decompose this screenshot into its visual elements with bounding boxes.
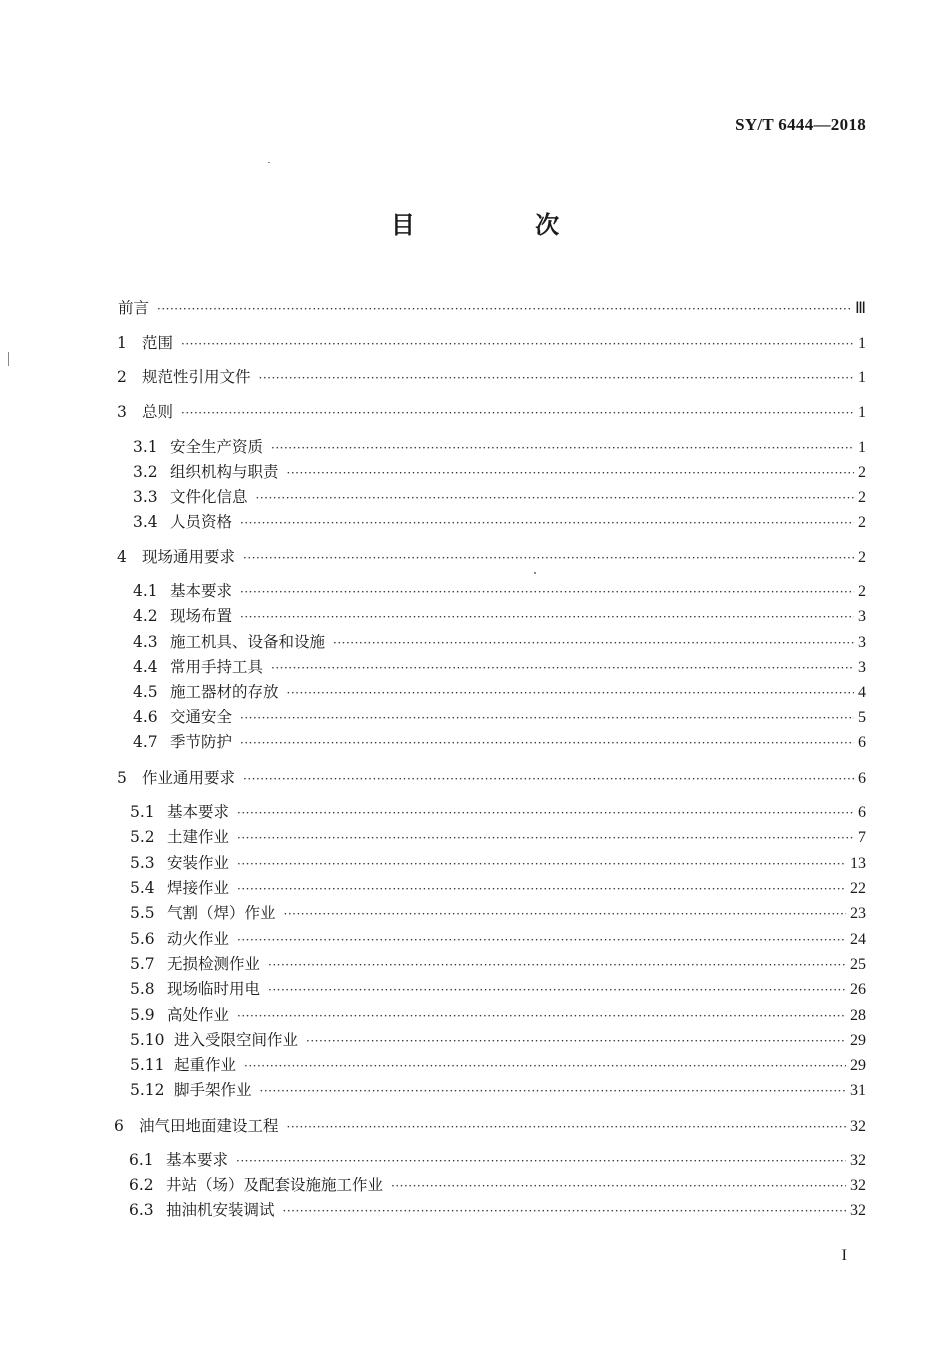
toc-entry[interactable]: [129, 1200, 866, 1221]
toc-section-number: 4.3: [133, 633, 158, 651]
toc-entry[interactable]: [133, 732, 866, 753]
toc-section-number: 5.6: [130, 930, 155, 948]
toc-section-title: 起重作业: [174, 1056, 237, 1074]
toc-page-number: 1: [858, 439, 866, 456]
toc-section-number: 3.1: [133, 438, 158, 456]
toc-section-number: 2: [117, 368, 127, 386]
toc-entry[interactable]: [117, 333, 866, 354]
toc-entry[interactable]: [117, 402, 866, 423]
toc-entry[interactable]: [117, 547, 866, 568]
toc-entry[interactable]: [118, 298, 866, 319]
toc-leader-dots: [237, 803, 854, 823]
toc-section-title: 规范性引用文件: [142, 368, 251, 386]
toc-entry[interactable]: [133, 581, 866, 602]
toc-page-number: 4: [858, 684, 866, 701]
toc-section-title: 总则: [142, 403, 174, 421]
toc-section-number: 5: [117, 769, 127, 787]
toc-page-number: 2: [858, 549, 866, 566]
toc-section-title: 抽油机安装调试: [166, 1201, 275, 1219]
toc-leader-dots: [260, 1081, 846, 1101]
toc-entry[interactable]: [133, 707, 866, 728]
scan-dot: [534, 572, 536, 574]
toc-section-number: 5.7: [130, 955, 155, 973]
toc-leader-dots: [236, 1151, 846, 1171]
toc-section-number: 4.1: [133, 582, 158, 600]
toc-section-number: 5.8: [130, 980, 155, 998]
toc-section-title: 油气田地面建设工程: [139, 1117, 279, 1135]
toc-leader-dots: [240, 733, 854, 753]
toc-section-number: 3.3: [133, 488, 158, 506]
toc-section-number: 5.10: [130, 1031, 165, 1049]
toc-page-number: 23: [850, 905, 866, 922]
toc-section-title: 交通安全: [170, 708, 233, 726]
toc-entry[interactable]: [129, 1175, 866, 1196]
toc-page-number: Ⅲ: [854, 300, 866, 317]
toc-leader-dots: [256, 488, 854, 508]
toc-section-number: 3.2: [133, 463, 158, 481]
toc-section-title: 气割（焊）作业: [167, 904, 276, 922]
toc-page-number: 6: [858, 770, 866, 787]
toc-page-number: 28: [850, 1007, 866, 1024]
toc-leader-dots: [333, 633, 854, 653]
toc-leader-dots: [268, 955, 846, 975]
page-title: 目 次: [390, 211, 616, 239]
toc-page-number: 25: [850, 956, 866, 973]
toc-section-number: 5.4: [130, 879, 155, 897]
toc-leader-dots: [287, 463, 854, 483]
toc-entry[interactable]: [130, 853, 866, 874]
toc-leader-dots: [306, 1031, 846, 1051]
toc-section-title: 人员资格: [170, 513, 233, 531]
toc-section-title: 基本要求: [167, 803, 230, 821]
toc-entry[interactable]: [130, 1005, 866, 1026]
toc-entry[interactable]: [133, 437, 866, 458]
toc-leader-dots: [237, 1006, 846, 1026]
toc-entry[interactable]: [133, 487, 866, 508]
toc-leader-dots: [391, 1176, 846, 1196]
toc-leader-dots: [271, 438, 854, 458]
toc-page-number: 1: [858, 335, 866, 352]
toc-section-title: 动火作业: [167, 930, 230, 948]
toc-section-title: 季节防护: [170, 733, 233, 751]
toc-section-number: 5.12: [130, 1081, 165, 1099]
toc-page-number: 6: [858, 734, 866, 751]
toc-entry[interactable]: [133, 606, 866, 627]
toc-leader-dots: [240, 708, 854, 728]
toc-leader-dots: [243, 769, 854, 789]
toc-leader-dots: [284, 904, 846, 924]
toc-page-number: 2: [858, 464, 866, 481]
toc-entry[interactable]: [130, 929, 866, 950]
toc-entry[interactable]: [133, 462, 866, 483]
toc-section-number: 5.5: [130, 904, 155, 922]
toc-entry[interactable]: [130, 827, 866, 848]
toc-page-number: 31: [850, 1082, 866, 1099]
toc-entry[interactable]: [130, 878, 866, 899]
toc-section-number: 5.9: [130, 1006, 155, 1024]
toc-entry[interactable]: [130, 903, 866, 924]
page-number: I: [841, 1247, 847, 1264]
toc-leader-dots: [283, 1201, 846, 1221]
toc-section-title: 焊接作业: [167, 879, 230, 897]
toc-page-number: 32: [850, 1202, 866, 1219]
toc-page-number: 26: [850, 981, 866, 998]
toc-entry[interactable]: [133, 682, 866, 703]
toc-section-title: 井站（场）及配套设施施工作业: [166, 1176, 384, 1194]
toc-page-number: 2: [858, 514, 866, 531]
toc-leader-dots: [268, 980, 846, 1000]
toc-section-number: 1: [117, 334, 127, 352]
toc-page-number: 29: [850, 1057, 866, 1074]
toc-entry[interactable]: [133, 632, 866, 653]
toc-section-title: 高处作业: [167, 1006, 230, 1024]
toc-section-number: 3: [117, 403, 127, 421]
toc-section-title: 基本要求: [166, 1151, 229, 1169]
toc-leader-dots: [240, 607, 854, 627]
toc-leader-dots: [237, 930, 846, 950]
toc-page-number: 3: [858, 608, 866, 625]
toc-section-title: 施工机具、设备和设施: [170, 633, 326, 651]
toc-page-number: 5: [858, 709, 866, 726]
toc-leader-dots: [287, 683, 854, 703]
toc-page-number: 32: [850, 1177, 866, 1194]
toc-entry[interactable]: [117, 367, 866, 388]
toc-section-title: 前言: [118, 299, 150, 317]
toc-section-title: 组织机构与职责: [170, 463, 279, 481]
toc-entry[interactable]: [130, 1055, 866, 1076]
toc-leader-dots: [287, 1117, 846, 1137]
toc-leader-dots: [237, 879, 846, 899]
toc-leader-dots: [259, 368, 854, 388]
toc-section-title: 安全生产资质: [170, 438, 264, 456]
toc-section-number: 3.4: [133, 513, 158, 531]
toc-section-number: 5.1: [130, 803, 155, 821]
toc-section-number: 6.3: [129, 1201, 154, 1219]
toc-section-title: 进入受限空间作业: [174, 1031, 299, 1049]
toc-leader-dots: [244, 1056, 846, 1076]
toc-leader-dots: [240, 582, 854, 602]
toc-entry[interactable]: [130, 802, 866, 823]
toc-page-number: 29: [850, 1032, 866, 1049]
standard-code: SY/T 6444—2018: [735, 115, 866, 134]
toc-page-number: 3: [858, 634, 866, 651]
toc-leader-dots: [181, 403, 854, 423]
toc-section-number: 4.7: [133, 733, 158, 751]
toc-entry[interactable]: [130, 1030, 866, 1051]
toc-leader-dots: [237, 828, 854, 848]
toc-page-number: 32: [850, 1118, 866, 1135]
toc-section-number: 4.6: [133, 708, 158, 726]
toc-section-number: 4: [117, 548, 127, 566]
toc-section-title: 作业通用要求: [142, 769, 236, 787]
toc-page-number: 2: [858, 583, 866, 600]
toc-section-title: 文件化信息: [170, 488, 248, 506]
toc-entry[interactable]: [133, 657, 866, 678]
toc-leader-dots: [271, 658, 854, 678]
toc-entry[interactable]: [130, 954, 866, 975]
toc-page-number: 13: [850, 855, 866, 872]
toc-page-number: 6: [858, 804, 866, 821]
scan-dot: [268, 162, 270, 163]
toc-section-number: 6.2: [129, 1176, 154, 1194]
scan-mark: [8, 352, 9, 366]
toc-section-number: 4.2: [133, 607, 158, 625]
toc-section-title: 施工器材的存放: [170, 683, 279, 701]
toc-entry[interactable]: [117, 768, 866, 789]
toc-leader-dots: [237, 854, 846, 874]
toc-section-number: 5.11: [130, 1056, 165, 1074]
toc-section-number: 5.3: [130, 854, 155, 872]
toc-entry[interactable]: [130, 979, 866, 1000]
toc-page-number: 24: [850, 931, 866, 948]
toc-entry[interactable]: [133, 512, 866, 533]
toc-page-number: 22: [850, 880, 866, 897]
toc-section-title: 无损检测作业: [167, 955, 261, 973]
toc-leader-dots: [181, 334, 854, 354]
toc-section-title: 安装作业: [167, 854, 230, 872]
toc-section-number: 4.5: [133, 683, 158, 701]
toc-section-title: 常用手持工具: [170, 658, 264, 676]
toc-leader-dots: [240, 513, 854, 533]
toc-section-title: 现场布置: [170, 607, 233, 625]
toc-entry[interactable]: [129, 1150, 866, 1171]
toc-section-title: 范围: [142, 334, 174, 352]
toc-section-title: 土建作业: [167, 828, 230, 846]
toc-page-number: 2: [858, 489, 866, 506]
toc-page-number: 32: [850, 1152, 866, 1169]
toc-leader-dots: [243, 548, 854, 568]
toc-page-number: 7: [858, 829, 866, 846]
toc-page-number: 1: [858, 404, 866, 421]
toc-section-title: 脚手架作业: [174, 1081, 252, 1099]
toc-section-title: 现场通用要求: [142, 548, 236, 566]
toc-section-number: 6: [114, 1117, 124, 1135]
toc-page-number: 3: [858, 659, 866, 676]
toc-entry[interactable]: [130, 1080, 866, 1101]
toc-page-number: 1: [858, 369, 866, 386]
toc-section-number: 5.2: [130, 828, 155, 846]
toc-section-title: 现场临时用电: [167, 980, 261, 998]
toc-section-number: 4.4: [133, 658, 158, 676]
toc-section-title: 基本要求: [170, 582, 233, 600]
toc-leader-dots: [157, 299, 851, 319]
toc-section-number: 6.1: [129, 1151, 154, 1169]
toc-entry[interactable]: [114, 1116, 866, 1137]
